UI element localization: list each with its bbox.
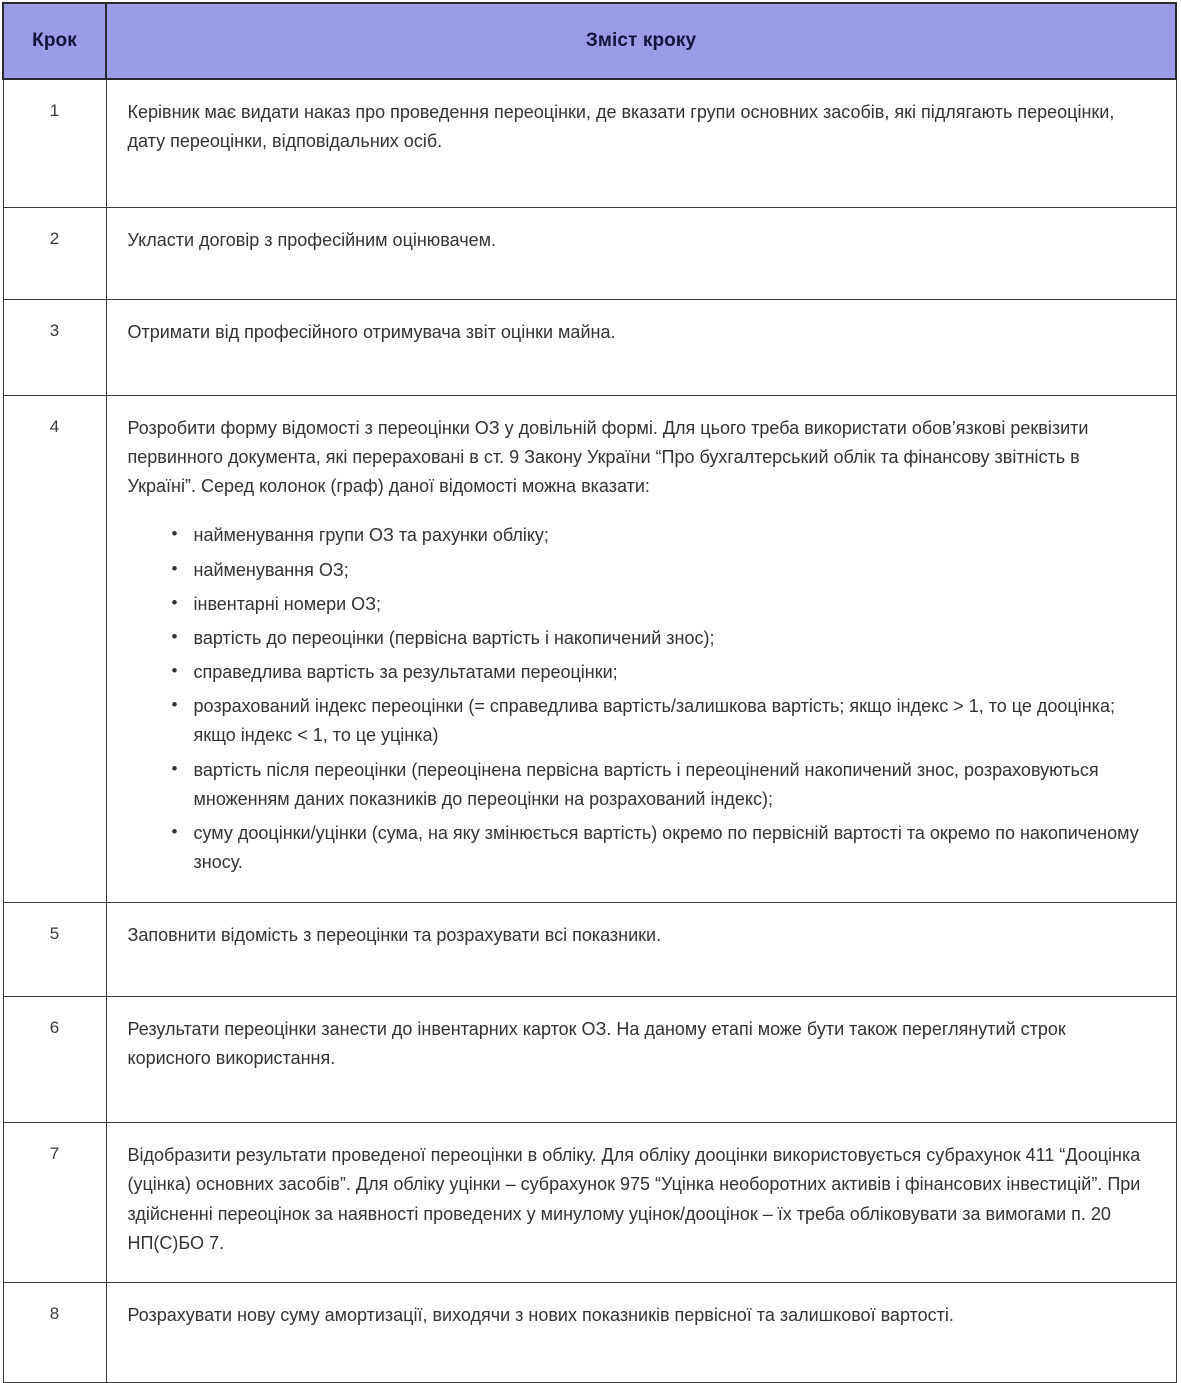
table-row xyxy=(3,79,1176,208)
step-number-cell: 2 xyxy=(3,208,106,300)
step-number-cell: 6 xyxy=(3,997,106,1123)
column-header-content: Зміст кроку xyxy=(106,3,1176,79)
step-number-cell: 4 xyxy=(3,396,106,903)
step-content-cell xyxy=(106,79,1176,208)
step-number-cell: 1 xyxy=(3,79,106,208)
table-row xyxy=(3,1283,1176,1383)
steps-table xyxy=(2,2,1177,1383)
table-row xyxy=(3,903,1176,997)
header-row xyxy=(3,3,1176,79)
list-item: • інвентарні номери ОЗ; xyxy=(172,590,1150,619)
table-row xyxy=(3,1123,1176,1283)
step-content-paragraph: Результати переоцінки занести до інвентарних карток ОЗ. На даному етапі може бути також переглянутий строк корисного використання. xyxy=(127,1019,1066,1069)
column-header-step: Крок xyxy=(3,3,106,79)
table-header xyxy=(3,3,1176,79)
step-number-cell: 3 xyxy=(3,300,106,396)
step-content-cell xyxy=(106,1123,1176,1283)
step-content-cell xyxy=(106,208,1176,300)
table-row xyxy=(3,300,1176,396)
list-item: • суму дооцінки/уцінки (сума, на яку змінюється вартість) окремо по первісній вартості та окремо по накопиченому зносу. xyxy=(172,819,1150,877)
step-content-paragraph: Керівник має видати наказ про проведення переоцінки, де вказати групи основних засобів, які підлягають переоцінки, дату переоцінки, відповідальних осіб. xyxy=(127,102,1115,152)
step-number-cell: 7 xyxy=(3,1123,106,1283)
list-item: • справедлива вартість за результатами переоцінки; xyxy=(172,658,1150,687)
step-content-cell xyxy=(106,300,1176,396)
list-item: • розрахований індекс переоцінки (= справедлива вартість/залишкова вартість; якщо індекс > 1, то це дооцінка; якщо індекс < 1, то це уцінка) xyxy=(172,692,1150,750)
step-content-cell xyxy=(106,997,1176,1123)
step-number-cell: 5 xyxy=(3,903,106,997)
list-item: • найменування групи ОЗ та рахунки обліку; xyxy=(172,521,1150,550)
step-content-bullet-list xyxy=(128,521,1150,877)
step-number-cell: 8 xyxy=(3,1283,106,1383)
step-content-paragraph: Розробити форму відомості з переоцінки ОЗ у довільній формі. Для цього треба використати обов’язкові реквізити первинного документа, які перераховані в ст. 9 Закону України “Про бухгалтерський облік та фінансову звітність в Україні”. Серед колонок (граф) даної відомості можна вказати: xyxy=(127,418,1089,497)
step-content-paragraph: Заповнити відомість з переоцінки та розрахувати всі показники. xyxy=(127,925,662,946)
step-content-paragraph: Розрахувати нову суму амортизації, виходячи з нових показників первісної та залишкової вартості. xyxy=(127,1305,954,1326)
list-item: • найменування ОЗ; xyxy=(172,556,1150,585)
table-row xyxy=(3,396,1176,903)
table-body xyxy=(3,79,1176,1383)
step-content-paragraph: Укласти договір з професійним оцінювачем. xyxy=(127,230,497,250)
step-content-paragraph: Відобразити результати проведеної переоцінки в обліку. Для обліку дооцінки використовується субрахунок 411 “Дооцінка (уцінка) основних засобів”. Для обліку уцінки – субрахунок 975 “Уцінка необоротних активів і фінансових інвестицій”. При здійсненні переоцінок за наявності проведених у минулому уцінок/дооцінок – їх треба обліковувати за вимогами п. 20 НП(С)БО 7. xyxy=(127,1145,1141,1253)
step-content-paragraph: Отримати від професійного отримувача звіт оцінки майна. xyxy=(127,322,616,342)
step-content-cell xyxy=(106,1283,1176,1383)
step-content-cell xyxy=(106,396,1176,903)
list-item: • вартість після переоцінки (переоцінена первісна вартість і переоцінений накопичений знос, розраховуються множенням даних показників до переоцінки на розрахований індекс); xyxy=(172,756,1150,814)
steps-table-container xyxy=(0,2,1181,1326)
table-row xyxy=(3,997,1176,1123)
table-row xyxy=(3,208,1176,300)
list-item: • вартість до переоцінки (первісна вартість і накопичений знос); xyxy=(172,624,1150,653)
step-content-cell xyxy=(106,903,1176,997)
